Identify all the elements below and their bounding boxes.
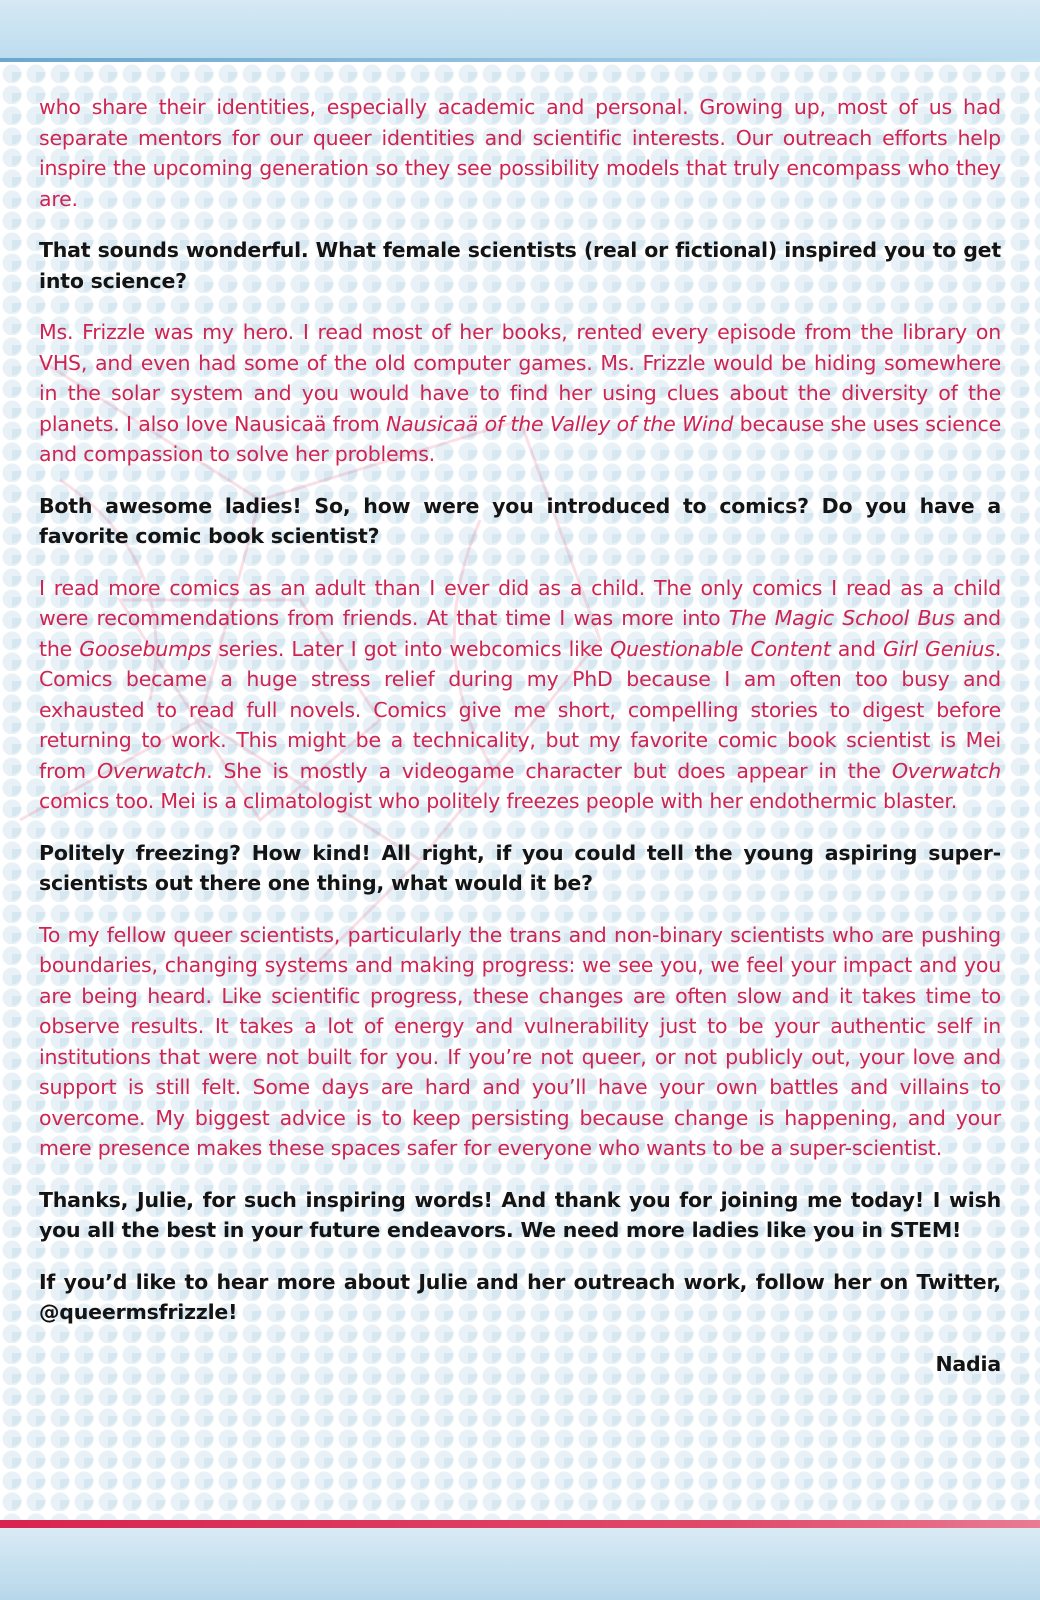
question-paragraph: Thanks, Julie, for such inspiring words! And thank you for joining me today! I wish you all the best in your future endeavors. We need more ladies like you in STEM! (39, 1187, 1001, 1242)
closing-paragraph: If you’d like to hear more about Julie and her outreach work, follow her on Twitter, @queermsfrizzle! (39, 1269, 1001, 1324)
title-reference: Questionable Content (610, 636, 831, 661)
title-reference: Overwatch (891, 758, 1001, 783)
question-paragraph: Both awesome ladies! So, how were you introduced to comics? Do you have a favorite comic book scientist? (39, 493, 1001, 548)
title-reference: Girl Genius (882, 636, 995, 661)
bottom-border-rule (0, 1520, 1040, 1528)
question-paragraph: Politely freezing? How kind! All right, if you could tell the young aspiring super-scientists out there one thing, what would it be? (39, 840, 1001, 895)
title-reference: Overwatch (96, 758, 207, 783)
answer-paragraph: Ms. Frizzle was my hero. I read most of her books, rented every episode from the library on VHS, and even had some of the old computer games. Ms. Frizzle would be hiding somewhere in the solar system and you would have to find her using clues about the diversity of the planets. I also love Nausicaä from Nausicaä of the Valley of the Wind because she uses science and compassion to solve her problems. (39, 320, 1001, 466)
answer-paragraph: I read more comics as an adult than I ever did as a child. The only comics I read as a child were recommendations from friends. At that time I was more into The Magic School Bus and the Goosebumps series. Later I got into webcomics like Questionable Content and Girl Genius. Comics became a huge stress relief during my PhD because I am often too busy and exhausted to read full novels. Comics give me short, compelling stories to digest before returning to work. This might be a technicality, but my favorite comic book scientist is Mei from Overwatch. She is mostly a videogame character but does appear in the Overwatch comics too. Mei is a climatologist who politely freezes people with her endothermic blaster. (39, 575, 1002, 813)
bottom-border-band (0, 1528, 1040, 1600)
title-reference: Nausicaä of the Valley of the Wind (386, 411, 734, 436)
top-border-band (0, 0, 1040, 60)
answer-paragraph: To my fellow queer scientists, particularly the trans and non-binary scientists who are pushing boundaries, changing systems and making progress: we see you, we feel your impact and you are being heard. Like scientific progress, these changes are often slow and it takes time to observe results. It takes a lot of energy and vulnerability just to be your authentic self in institutions that were not built for you. If you’re not queer, or not publicly out, your love and support is still felt. Some days are hard and you’ll have your own battles and villains to overcome. My biggest advice is to keep persisting because change is happening, and your mere presence makes these spaces safer for everyone who wants to be a super-scientist. (39, 922, 1001, 1160)
signature: Nadia (935, 1351, 1001, 1376)
title-reference: The Magic School Bus (728, 606, 955, 630)
question-paragraph: That sounds wonderful. What female scientists (real or fictional) inspired you to get into science? (39, 238, 1001, 293)
interview-article (39, 92, 1001, 1400)
answer-paragraph: who share their identities, especially academic and personal. Growing up, most of us had separate mentors for our queer identities and scientific interests. Our outreach efforts help inspire the upcoming generation so they see possibility models that truly encompass who they are. (39, 95, 1001, 211)
title-reference: Goosebumps (79, 636, 212, 661)
